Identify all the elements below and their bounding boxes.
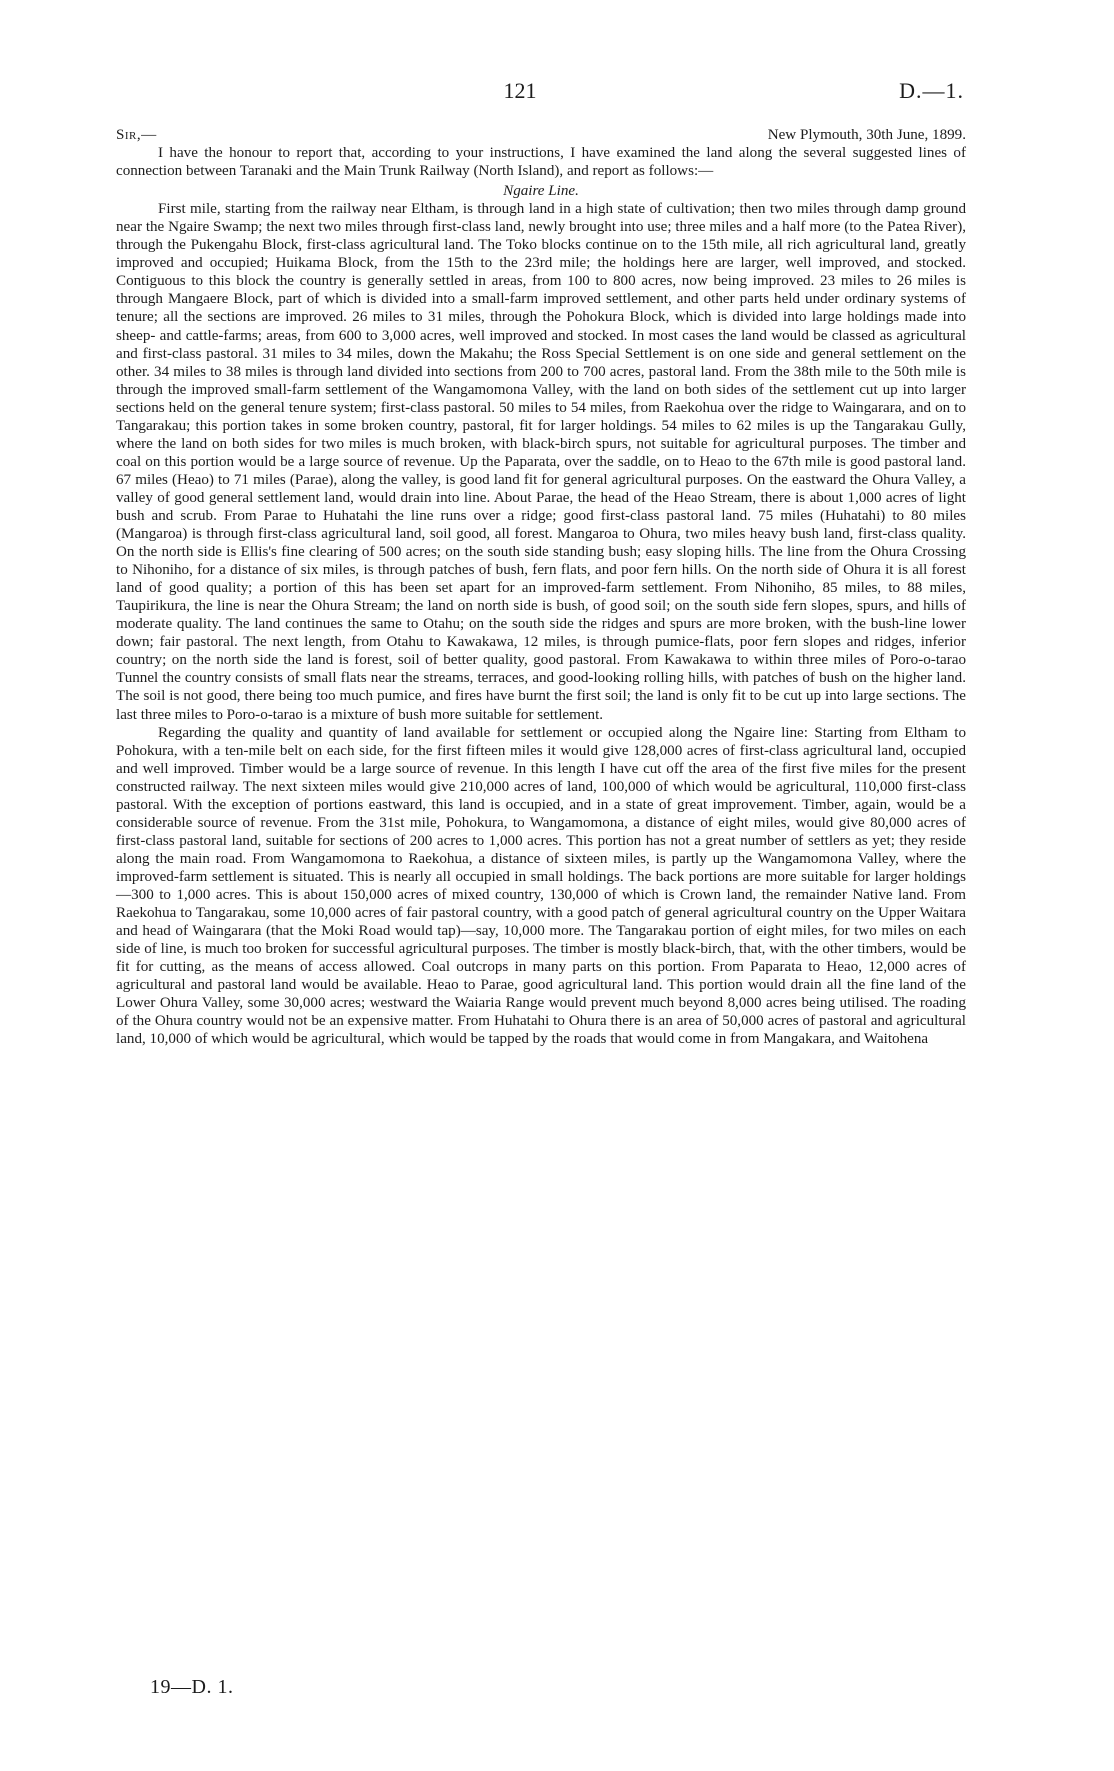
body-paragraph-1: First mile, starting from the railway near Eltham, is through land in a high state of cultivation; then two miles through damp ground near the Ngaire Swamp; the next two miles through first-class land, newly brought into use; three miles and a half more (to the Patea River), through the Pukengahu Block, first-class agricultural land. The Toko blocks continue on to the 15th mile, all rich agricultural land, greatly improved and occupied; Huikama Block, from the 15th to the 23rd mile; the holdings here are larger, well improved, and stocked. Contiguous to this block the country is generally settled in areas, from 100 to 800 acres, now being improved. 23 miles to 26 miles is through Mangaere Block, part of which is divided into a small-farm improved settlement, and other parts held under ordinary systems of tenure; all the sections are improved. 26 miles to 31 miles, through the Pohokura Block, which is divided into large holdings made into sheep- and cattle-farms; areas, from 600 to 3,000 acres, well improved and stocked. In most cases the land would be classed as agricultural and first-class pastoral. 31 miles to 34 miles, down the Makahu; the Ross Special Settlement is on one side and general settlement on the other. 34 miles to 38 miles is through land divided into sections from 200 to 700 acres, pastoral land. From the 38th mile to the 50th mile is through the improved small-farm settlement of the Wangamomona Valley, with the land on both sides of the settlement cut up into larger sections held on the general tenure system; first-class pastoral. 50 miles to 54 miles, from Raekohua over the ridge to Waingarara, and on to Tangarakau; this portion takes in some broken country, pastoral, fit for larger holdings. 54 miles to 62 miles is up the Tangarakau Gully, where the land on both sides for two miles is much broken, with black-birch spurs, not suitable for agricultural purposes. The timber and coal on this portion would be a large source of revenue. Up the Paparata, over the saddle, on to Heao to the 67th mile is good pastoral land. 67 miles (Heao) to 71 miles (Parae), along the valley, is good land fit for general agricultural purposes. On the eastward the Ohura Valley, a valley of good general settlement land, would drain into line. About Parae, the head of the Heao Stream, there is about 1,000 acres of light bush and scrub. From Parae to Huhatahi the line runs over a ridge; good first-class pastoral land. 75 miles (Huhatahi) to 80 miles (Mangaroa) is through first-class agricultural land, soil good, all forest. Mangaroa to Ohura, two miles heavy bush land, first-class quality. On the north side is Ellis's fine clearing of 500 acres; on the south side standing bush; easy sloping hills. The line from the Ohura Crossing to Nihoniho, for a distance of six miles, is through patches of bush, fern flats, and poor fern hills. On the north side of Ohura it is all forest land of good quality; a portion of this has been set apart for an improved-farm settlement. From Nihoniho, 85 miles, to 88 miles, Taupirikura, the line is near the Ohura Stream; the land on north side is bush, of good soil; on the south side fern slopes, spurs, and hills of moderate quality. The land continues the same to Otahu; on the south side the ridges and spurs are more broken, with the bush-line lower down; fair pastoral. The next length, from Otahu to Kawakawa, 12 miles, is through pumice-flats, poor fern slopes and ridges, inferior country; on the north side the land is forest, soil of better quality, good pastoral. From Kawakawa to within three miles of Poro-o-tarao Tunnel the country consists of small flats near the streams, terraces, and good-looking rolling hills, with patches of bush on the higher land. The soil is not good, there being too much pumice, and fires have burnt the first soil; the land is only fit to be cut up into large sections. The last three miles to Poro-o-tarao is a mixture of bush more suitable for settlement. — [116, 201, 966, 723]
page-number: 121 — [503, 78, 537, 103]
section-heading: Ngaire Line. — [503, 183, 579, 200]
page-header — [0, 78, 1114, 108]
salutation: Sir,— — [116, 127, 157, 143]
salutation-row — [116, 126, 966, 144]
report-body — [116, 126, 966, 1048]
footer-signature-mark: 19—D. 1. — [150, 1676, 234, 1698]
body-paragraph-2: Regarding the quality and quantity of land available for settlement or occupied along the Ngaire line: Starting from Eltham to Pohokura, with a ten-mile belt on each side, for the first fifteen miles it would give 128,000 acres of first-class agricultural land, occupied and well improved. Timber would be a large source of revenue. In this length I have cut off the area of the first five miles for the present constructed railway. The next sixteen miles would give 210,000 acres of land, 100,000 of which would be agricultural, 110,000 first-class pastoral. With the exception of portions eastward, this land is occupied, and in a state of great improvement. Timber, again, would be a considerable source of revenue. From the 31st mile, Pohokura, to Wangamomona, a distance of eight miles, would give 80,000 acres of first-class pastoral land, suitable for sections of 200 acres to 1,000 acres. This portion has not a great number of settlers as yet; they reside along the main road. From Wangamomona to Raekohua, a distance of sixteen miles, is partly up the Wangamomona Valley, where the improved-farm settlement is situated. This is nearly all occupied in small holdings. The back portions are more suitable for larger holdings—300 to 1,000 acres. This is about 150,000 acres of mixed country, 130,000 of which is Crown land, the remainder Native land. From Raekohua to Tangarakau, some 10,000 acres of fair pastoral country, with a good patch of general agricultural country on the Upper Waitara and head of Waingarara (that the Moki Road would tap)—say, 10,000 more. The Tangarakau portion of eight miles, for two miles on each side of line, is much too broken for successful agricultural purposes. The timber is mostly black-birch, that, with the other timbers, would be fit for cutting, as the means of access allowed. Coal outcrops in many parts on this portion. From Paparata to Heao, 12,000 acres of agricultural and pastoral land would be available. Heao to Parae, good agricultural land. This portion would drain all the fine land of the Lower Ohura Valley, some 30,000 acres; westward the Waiaria Range would prevent much beyond 8,000 acres being utilised. The roading of the Ohura country would not be an expensive matter. From Huhatahi to Ohura there is an area of 50,000 acres of pastoral and agricultural land, 10,000 of which would be agricultural, which would be tapped by the roads that would come in from Mangakara, and Waitohena — [116, 724, 966, 1048]
place-date: New Plymouth, 30th June, 1899. — [767, 127, 966, 143]
intro-paragraph: I have the honour to report that, according to your instructions, I have examined the land along the several suggested lines of connection between Taranaki and the Main Trunk Railway (North Island), and report as follows:— — [116, 145, 966, 180]
document-reference: D.—1. — [899, 78, 964, 103]
